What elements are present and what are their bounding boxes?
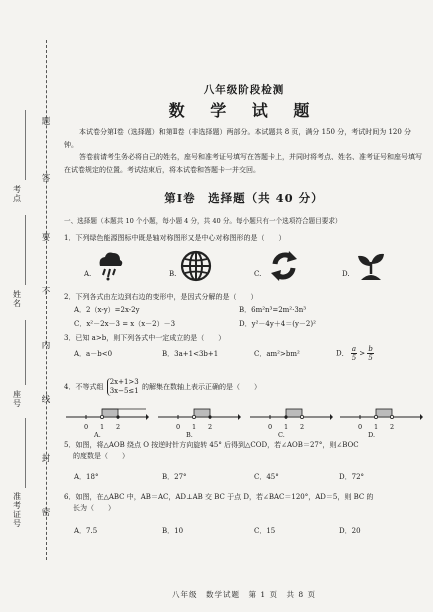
option-d-label: D.: [342, 270, 350, 278]
question-5-options: [64, 472, 424, 484]
option-b: B．6m²n³=2m²·3n³: [239, 306, 307, 314]
number-line-d: [338, 403, 423, 423]
tick-0: 0: [84, 423, 89, 431]
option-c: C．45°: [254, 473, 279, 481]
option-d-prefix: D．: [336, 349, 349, 358]
q4-suffix: 的解集在数轴上表示正确的是（ ）: [141, 383, 261, 391]
tick-2: 2: [390, 423, 395, 431]
option-d: [336, 345, 374, 362]
tick-2: 2: [208, 423, 213, 431]
option-c-label: C.: [254, 270, 262, 278]
rain-cloud-icon: [96, 250, 124, 282]
question-5-line-2: 的度数是（ ）: [73, 452, 129, 460]
question-6-line-2: 长为（ ）: [73, 504, 115, 512]
option-d: D．72°: [339, 473, 365, 481]
tick-1: 1: [100, 423, 105, 431]
field-label-name: 姓名: [13, 290, 21, 308]
seal-char: 答: [41, 174, 51, 184]
tick-2: 2: [300, 423, 305, 431]
seal-char: 内: [41, 341, 51, 351]
tick-0: 0: [358, 423, 363, 431]
question-5-stem: [64, 440, 424, 462]
option-c: C．am²>bm²: [254, 350, 300, 358]
seal-char: 线: [41, 395, 51, 405]
option-a: A．18°: [74, 473, 99, 481]
question-6-options: [64, 526, 424, 538]
number-line-b: [156, 403, 241, 423]
tick-1: 1: [192, 423, 197, 431]
seal-char: 题: [41, 117, 51, 127]
binding-margin: [0, 0, 60, 612]
q4-prefix: 4．不等式组: [64, 383, 104, 391]
exam-subtitle: 八年级阶段检测: [203, 84, 285, 96]
field-label-exam-id: 准考证号: [13, 492, 21, 528]
option-d-label: D.: [368, 431, 376, 439]
option-a: A．7.5: [74, 527, 98, 535]
exam-notes: [64, 126, 424, 176]
number-line-c: [248, 403, 333, 423]
sprout-icon: [356, 250, 386, 282]
question-5-line-1: 5．如图，将△AOB 绕点 O 按逆时针方向旋转 45° 后得到△COD，若∠AOB＝27°，则∠BOC: [64, 441, 359, 449]
question-2-options: [64, 305, 424, 335]
tick-0: 0: [176, 423, 181, 431]
greater-than-sign: >: [359, 349, 366, 358]
field-label-exam-site: 考点: [13, 185, 21, 203]
seal-char: 密: [41, 508, 51, 518]
option-a: A．a－b<0: [74, 350, 113, 358]
field-line-seat: [25, 320, 26, 385]
inequality-1: 2x+1>3: [109, 378, 139, 386]
inequality-2: 3x−5≤1: [109, 387, 139, 395]
seal-char: 封: [41, 454, 51, 464]
tick-1: 1: [284, 423, 289, 431]
option-c-label: C.: [278, 431, 285, 439]
option-a-label: A.: [84, 270, 92, 278]
page-footer: 八年级 数学试题 第 1 页 共 8 页: [171, 590, 317, 599]
option-b-label: B.: [186, 431, 193, 439]
field-label-seat: 座号: [13, 390, 21, 408]
globe-icon: [180, 250, 212, 282]
option-d: D．20: [339, 527, 361, 535]
seal-char: 要: [41, 233, 51, 243]
field-line-exam-id: [25, 418, 26, 488]
option-c: C．15: [254, 527, 276, 535]
question-3-options: [64, 345, 424, 367]
recycle-arrows-icon: [269, 250, 299, 282]
section-title: 第Ⅰ卷 选择题（共 40 分）: [164, 191, 324, 205]
note-paragraph: 答卷前请考生务必将自己的姓名，座号和准考证号填写在答题卡上，并同时将考点、姓名、准考证号和座号填写在试卷规定的位置。考试结束后，将本试卷和答题卡一并交回。: [64, 153, 422, 174]
number-line-a: [64, 403, 149, 423]
option-b: B．27°: [162, 473, 187, 481]
option-b: B．3a+1<3b+1: [162, 350, 219, 358]
tick-0: 0: [268, 423, 273, 431]
field-line-exam-site: [25, 110, 26, 180]
question-2-stem: 2．下列各式由左边到右边的变形中，是因式分解的是（ ）: [64, 293, 258, 301]
exam-title: 数 学 试 题: [168, 101, 320, 120]
option-a-label: A.: [94, 431, 101, 439]
option-b: B．10: [162, 527, 184, 535]
fraction-a-over-5: $\frac{a}{5}$: [351, 345, 357, 362]
question-1-options: [64, 248, 424, 284]
question-4-stem: [64, 378, 424, 396]
tick-1: 1: [374, 423, 379, 431]
fraction-b-over-5: $\frac{b}{5}$: [368, 345, 373, 362]
option-d: D．y²－4y＋4＝(y－2)²: [239, 320, 316, 328]
option-b-label: B.: [169, 270, 177, 278]
seal-char: 不: [41, 287, 51, 297]
tick-2: 2: [116, 423, 121, 431]
question-3-stem: 3．已知 a>b，则下列各式中一定成立的是（ ）: [64, 334, 226, 342]
option-a: A．2（x-y）=2x-2y: [74, 306, 140, 314]
question-6-stem: [64, 492, 424, 514]
question-4-options: [64, 403, 424, 437]
question-6-line-1: 6．如图，在△ABC 中，AB＝AC，AD⊥AB 交 BC 于点 D，若∠BAC＝120°，AD＝5，则 BC 的: [64, 493, 374, 501]
choice-instructions: 一、选择题（本题共 10 个小题，每小题 4 分，共 40 分。每小题只有一个选项符合题目要求）: [64, 217, 342, 225]
field-line-name: [25, 215, 26, 285]
note-paragraph: 本试卷分第Ⅰ卷（选择题）和第Ⅱ卷（非选择题）两部分。本试题共 8 页，满分 150 分，考试时间为 120 分钟。: [64, 128, 412, 149]
inequality-system: [107, 378, 139, 396]
question-1-stem: 1．下列绿色能源图标中既是轴对称图形又是中心对称图形的是（ ）: [64, 234, 286, 242]
option-c: C．x²－2x－3 = x（x－2）－3: [74, 320, 176, 328]
